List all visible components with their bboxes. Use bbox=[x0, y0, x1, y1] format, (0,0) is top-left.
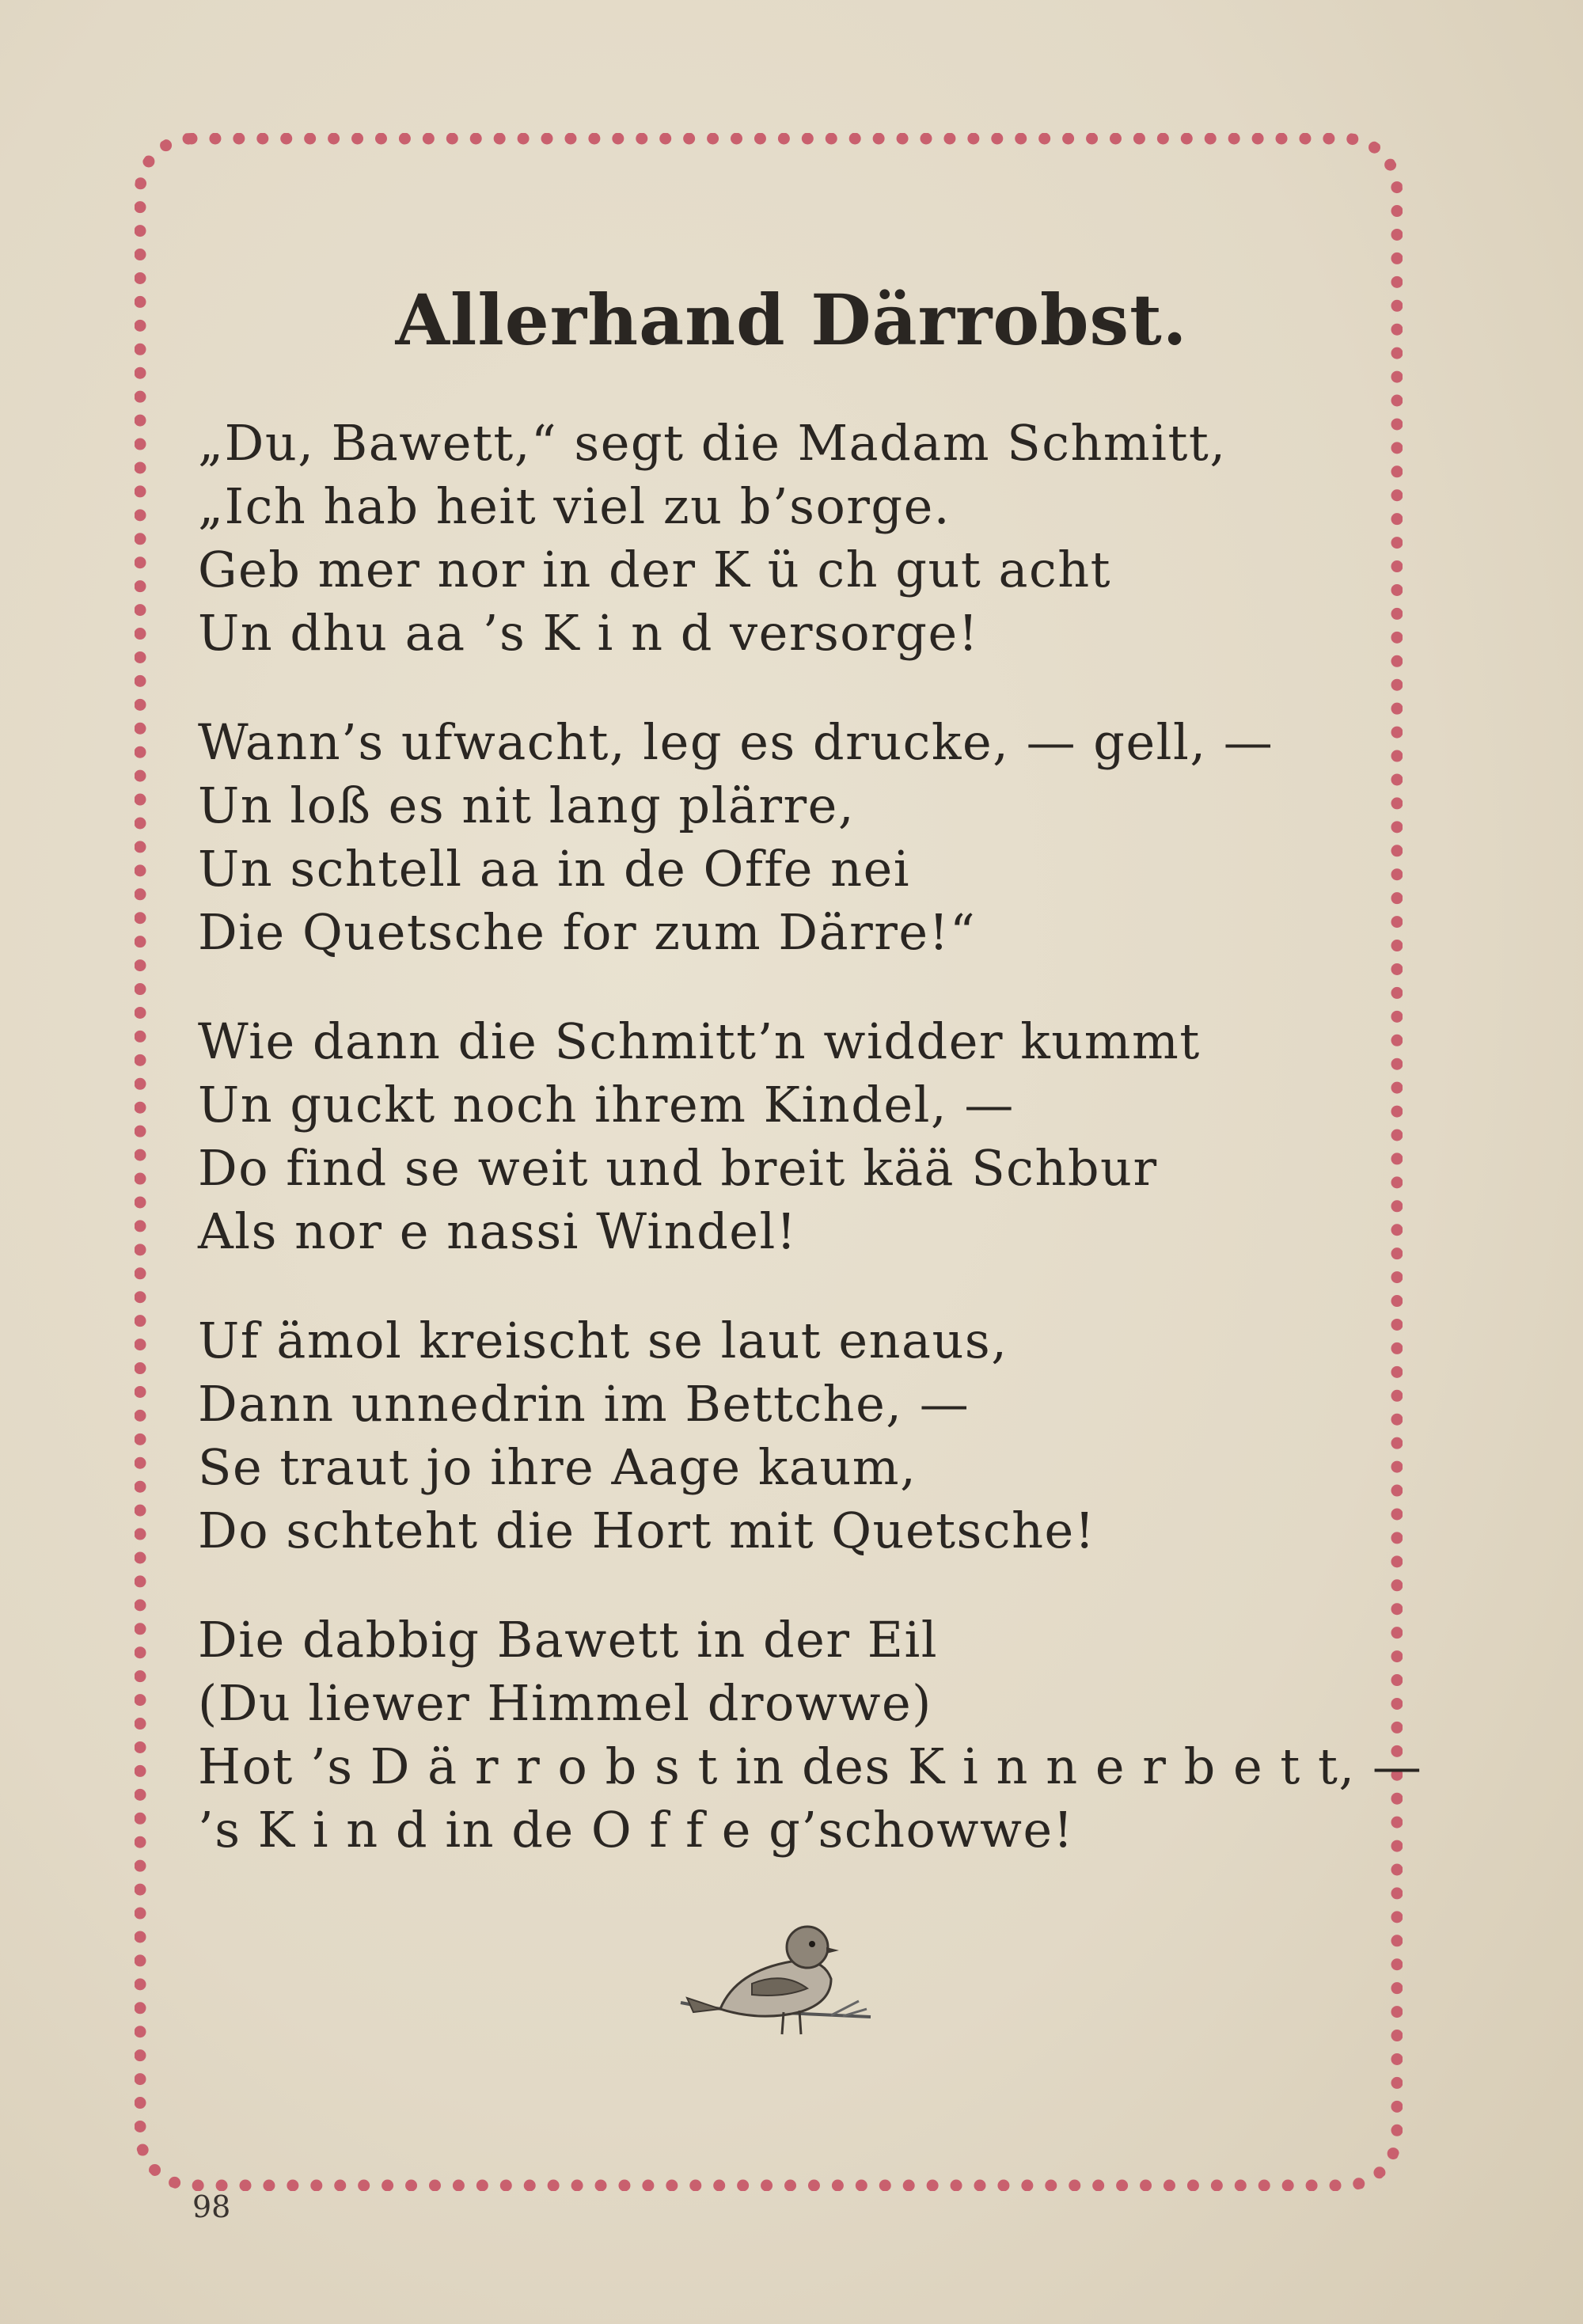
stanza-5 bbox=[198, 1608, 1433, 1862]
poem-line: Un schtell aa in de Offe nei bbox=[198, 840, 911, 898]
poem-title: Allerhand Därrobst. bbox=[395, 279, 1188, 361]
poem-line: „Ich hab heit viel zu b’sorge. bbox=[198, 477, 951, 535]
stanza-4 bbox=[198, 1309, 1433, 1563]
poem-line: Do schteht die Hort mit Quetsche! bbox=[198, 1502, 1096, 1559]
poem-line: Un guckt noch ihrem Kindel, — bbox=[198, 1076, 1015, 1134]
poem-line: Dann unnedrin im Bettche, — bbox=[198, 1375, 970, 1433]
poem-body bbox=[198, 412, 1433, 1908]
poem-line: Die dabbig Bawett in der Eil bbox=[198, 1611, 939, 1669]
poem-line: ’s K i n d in de O f f e g’schowwe! bbox=[198, 1801, 1075, 1859]
stanza-3 bbox=[198, 1010, 1433, 1263]
stanza-1 bbox=[198, 412, 1433, 665]
poem-line: Hot ’s D ä r r o b s t in des K i n n e r b e t t, — bbox=[198, 1737, 1423, 1795]
poem-line: Uf ämol kreischt se laut enaus, bbox=[198, 1312, 1008, 1369]
stanza-2 bbox=[198, 711, 1433, 964]
bird-ornament-icon bbox=[673, 1916, 879, 2050]
poem-line: „Du, Bawett,“ segt die Madam Schmitt, bbox=[198, 414, 1227, 472]
poem-line: Se traut jo ihre Aage kaum, bbox=[198, 1438, 917, 1496]
poem-line: Un dhu aa ’s K i n d versorge! bbox=[198, 604, 980, 662]
page-number: 98 bbox=[192, 2189, 231, 2224]
poem-line: Die Quetsche for zum Därre!“ bbox=[198, 903, 977, 961]
poem-line: Wann’s ufwacht, leg es drucke, — gell, — bbox=[198, 713, 1274, 771]
poem-line: Als nor e nassi Windel! bbox=[198, 1202, 798, 1260]
poem-line: (Du liewer Himmel drowwe) bbox=[198, 1674, 932, 1732]
poem-line: Wie dann die Schmitt’n widder kummt bbox=[198, 1012, 1201, 1070]
poem-line: Geb mer nor in der K ü ch gut acht bbox=[198, 541, 1112, 598]
poem-line: Do find se weit und breit kää Schbur bbox=[198, 1139, 1158, 1197]
poem-line: Un loß es nit lang plärre, bbox=[198, 777, 856, 834]
